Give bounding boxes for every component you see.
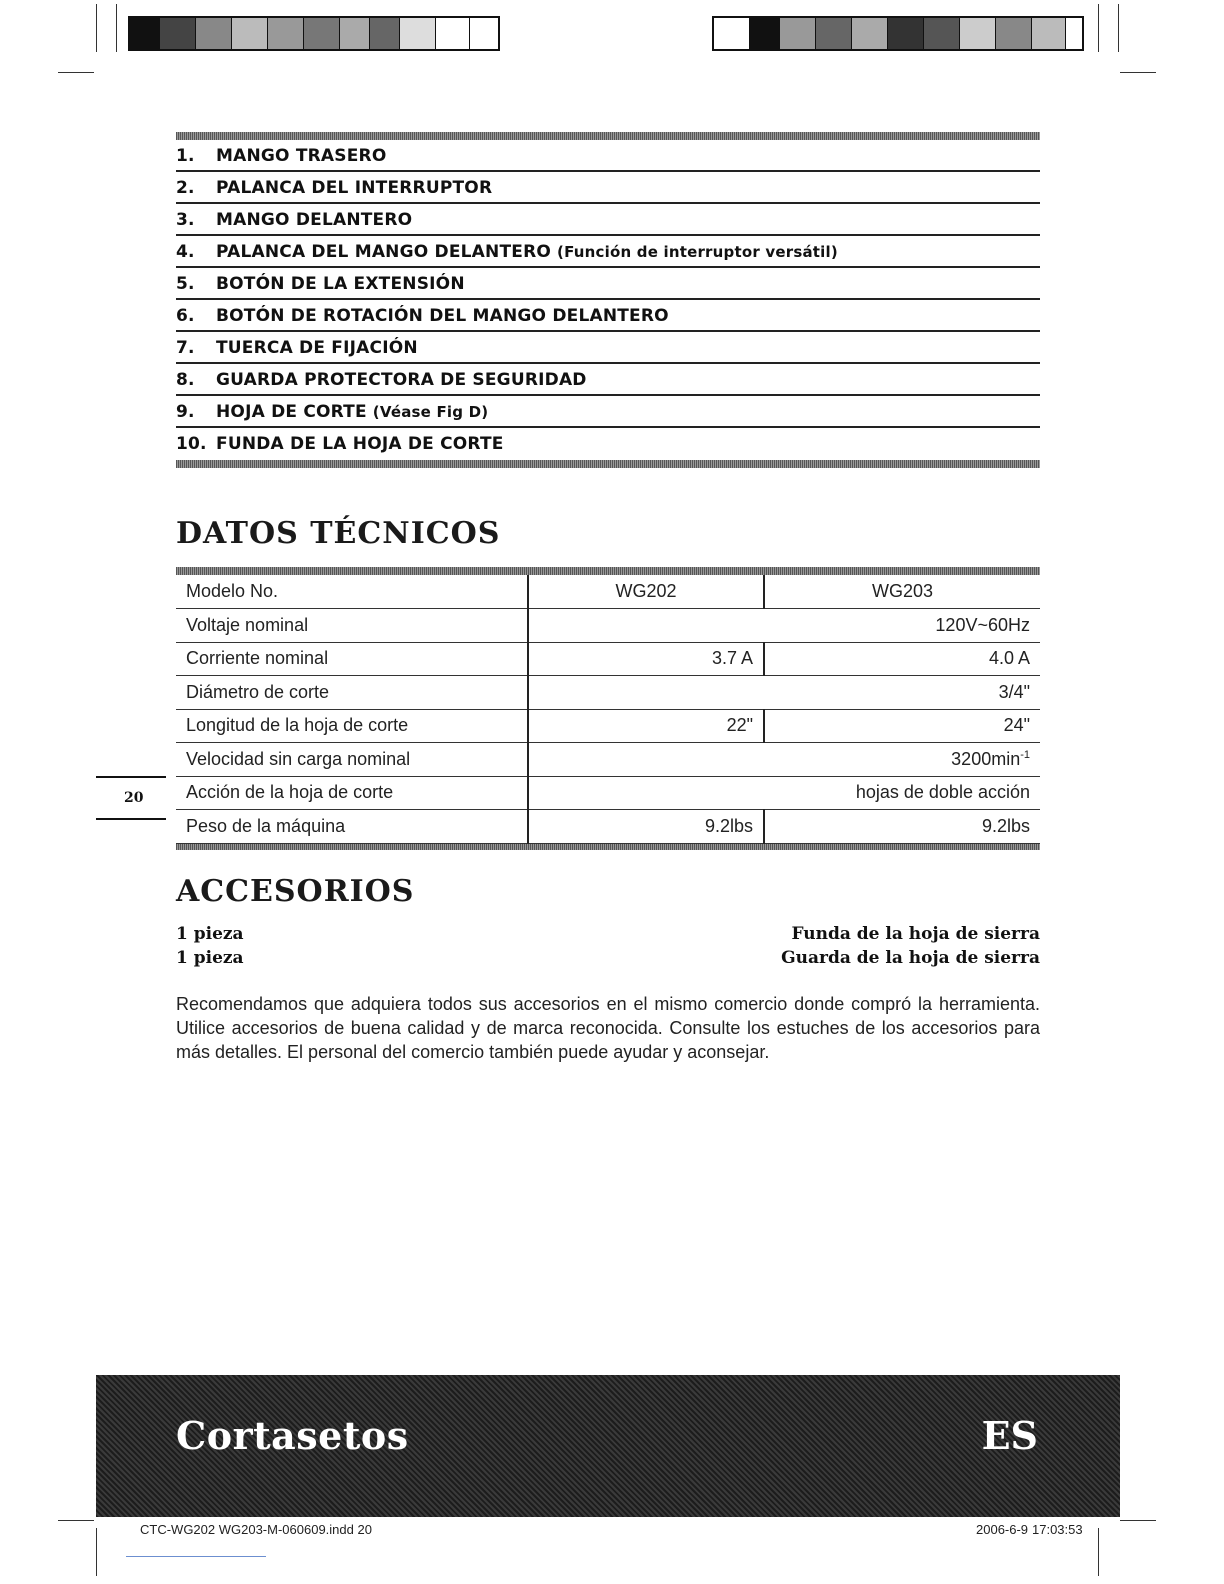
table-cell: Peso de la máquina [176,810,528,844]
color-bar-right [712,16,1084,51]
tech-bottom-band [176,844,1040,850]
list-item: 2. PALANCA DEL INTERRUPTOR [176,172,1040,204]
table-cell: WG203 [764,575,1040,609]
list-item [176,924,1040,944]
footer-band [96,1375,1120,1517]
crop-mark [58,1520,94,1521]
crop-mark [1098,4,1099,52]
table-cell [528,743,1040,777]
accessory-name: Funda de la hoja de sierra [791,924,1040,944]
table-cell: Modelo No. [176,575,528,609]
list-item: 6. BOTÓN DE ROTACIÓN DEL MANGO DELANTERO [176,300,1040,332]
table-cell: 4.0 A [764,642,1040,676]
table-row [176,609,1040,643]
table-row [176,642,1040,676]
list-item: 8. GUARDA PROTECTORA DE SEGURIDAD [176,364,1040,396]
table-row [176,776,1040,810]
list-item: 9. HOJA DE CORTE (Véase Fig D) [176,396,1040,428]
parts-list [176,132,1040,468]
table-row [176,575,1040,609]
slug-filename: CTC-WG202 WG203-M-060609.indd 20 [140,1522,372,1537]
page-number: 20 [96,776,166,820]
list-item: 10. FUNDA DE LA HOJA DE CORTE [176,434,504,454]
footer-title: Cortasetos [176,1413,409,1458]
crop-mark [116,4,117,52]
color-bar-left [128,16,500,51]
table-cell: 3/4" [528,676,1040,710]
language-code: ES [981,1413,1038,1458]
table-row [176,709,1040,743]
table-cell: WG202 [528,575,764,609]
accessory-qty: 1 pieza [176,924,244,944]
section-heading-tech: DATOS TÉCNICOS [176,516,501,551]
table-cell: 3.7 A [528,642,764,676]
list-item: 1. MANGO TRASERO [176,140,1040,172]
tech-table [176,567,1040,850]
parts-bottom-band [176,460,1040,468]
list-item: 5. BOTÓN DE LA EXTENSIÓN [176,268,1040,300]
list-item: 3. MANGO DELANTERO [176,204,1040,236]
table-cell: 9.2lbs [764,810,1040,844]
crop-mark [1120,72,1156,73]
table-row [176,743,1040,777]
table-cell: 9.2lbs [528,810,764,844]
parts-top-band [176,132,1040,140]
speed-exponent: -1 [1020,748,1030,761]
crop-mark [96,1528,97,1576]
speed-value: 3200min [951,748,1021,769]
list-item [176,948,1040,968]
table-cell: Corriente nominal [176,642,528,676]
table-cell: 22" [528,709,764,743]
table-row [176,676,1040,710]
slug-time: 17:03:53 [1032,1522,1083,1537]
tech-top-band [176,567,1040,575]
accessory-name: Guarda de la hoja de sierra [781,948,1040,968]
table-cell: hojas de doble acción [528,776,1040,810]
table-row [176,810,1040,844]
accessory-qty: 1 pieza [176,948,244,968]
table-cell: 24" [764,709,1040,743]
slug-underline [126,1556,266,1557]
crop-mark [96,4,97,52]
list-item: 4. PALANCA DEL MANGO DELANTERO (Función de interruptor versátil) [176,236,1040,268]
table-cell: 120V~60Hz [528,609,1040,643]
crop-mark [1118,4,1119,52]
table-cell: Acción de la hoja de corte [176,776,528,810]
crop-mark [1098,1528,1099,1576]
accessories-paragraph: Recomendamos que adquiera todos sus accesorios en el mismo comercio donde compró la herramienta. Utilice accesorios de buena calidad y de marca reconocida. Consulte los estuches de los accesorios para más detalles. El personal del comercio también puede ayudar y aconsejar. [176,994,1040,1062]
list-item: 7. TUERCA DE FIJACIÓN [176,332,1040,364]
table-cell: Diámetro de corte [176,676,528,710]
slug-date: 2006-6-9 [976,1522,1029,1537]
table-cell: Voltaje nominal [176,609,528,643]
crop-mark [1120,1520,1156,1521]
section-heading-accessories: ACCESORIOS [176,874,415,909]
crop-mark [58,72,94,73]
table-cell: Velocidad sin carga nominal [176,743,528,777]
table-cell: Longitud de la hoja de corte [176,709,528,743]
